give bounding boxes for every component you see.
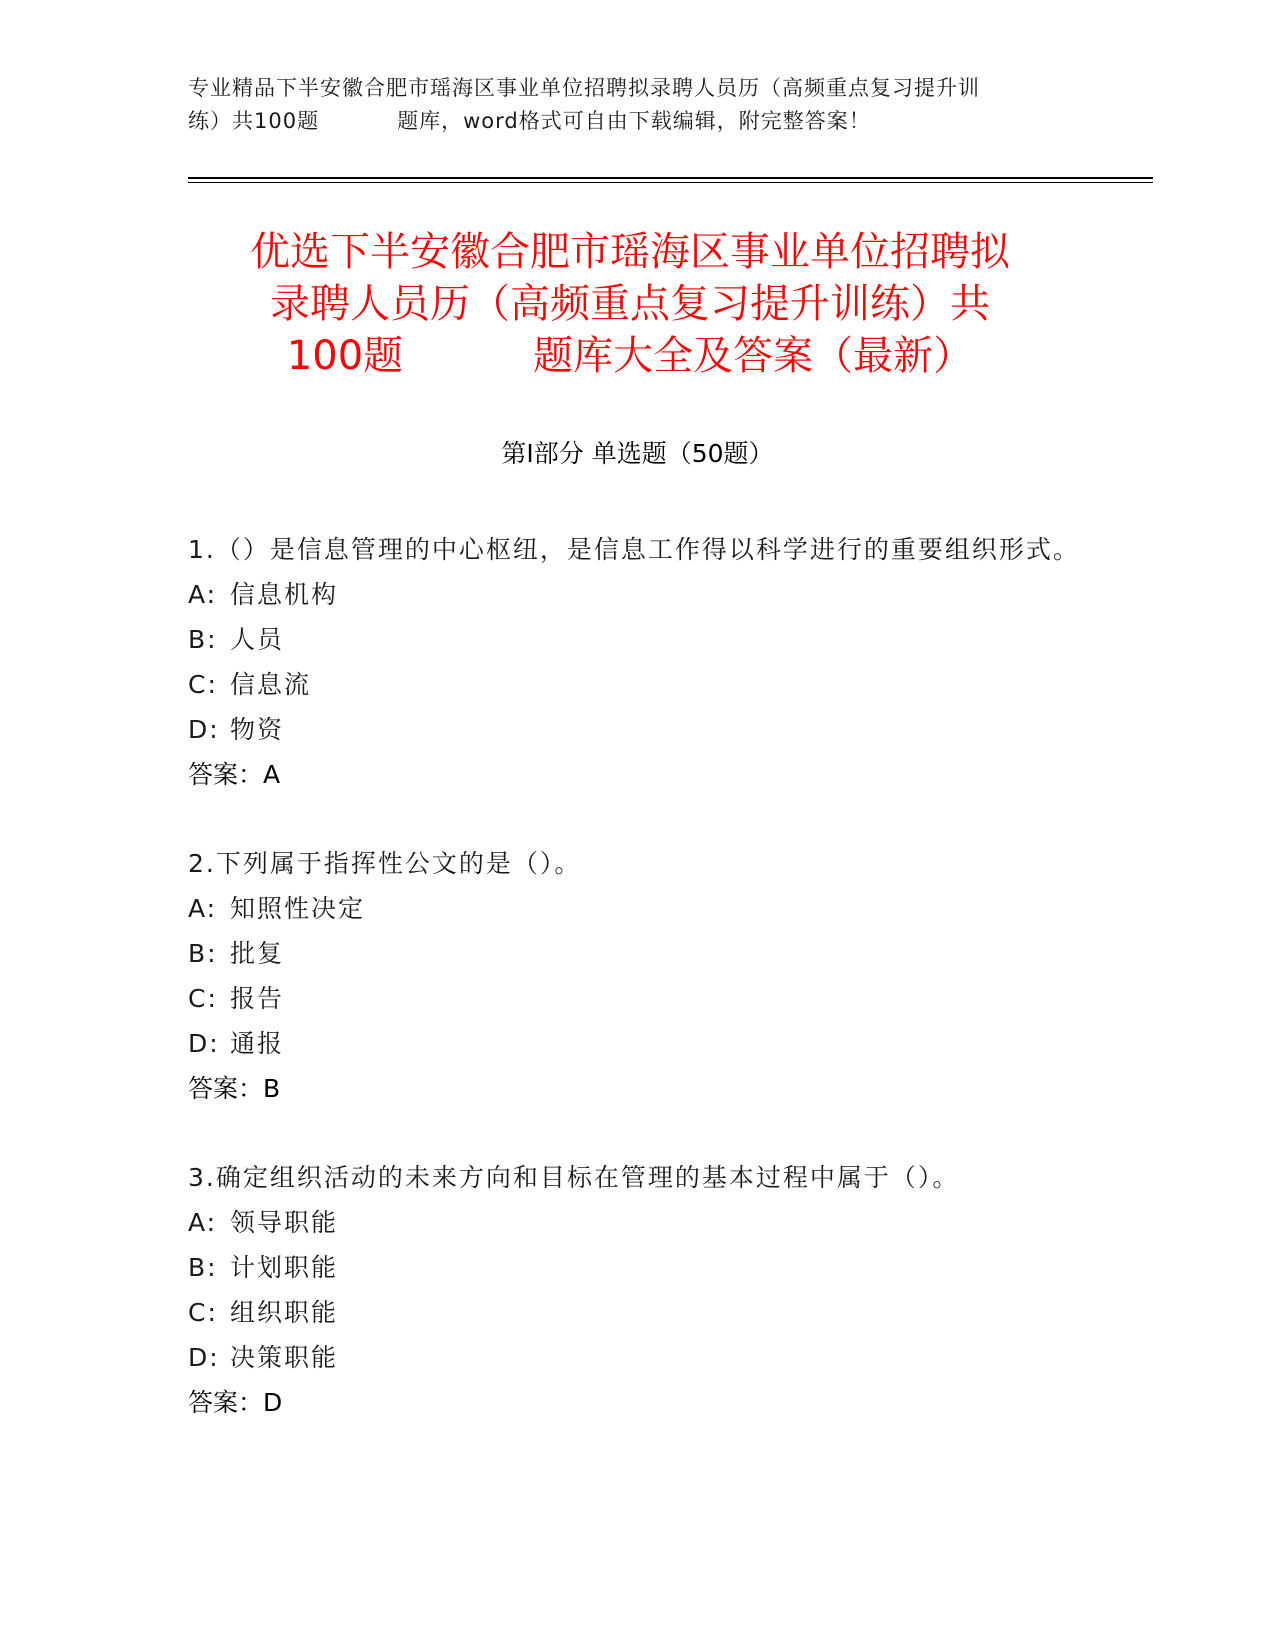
option-d [188, 707, 1088, 752]
option-b [188, 617, 1088, 662]
option-key: C: [188, 984, 218, 1013]
option-key: A: [188, 1208, 218, 1237]
option-c [188, 662, 1088, 707]
header-divider-thick [188, 177, 1153, 179]
option-key: C: [188, 1298, 218, 1327]
answer-line: 答案：D [188, 1388, 283, 1417]
option-key: D: [188, 715, 220, 744]
option-key: D: [188, 1029, 220, 1058]
option-d [188, 1021, 1088, 1066]
option-text: 计划职能 [230, 1253, 339, 1282]
option-a [188, 886, 1088, 931]
option-text: 信息流 [230, 670, 312, 699]
option-key: C: [188, 670, 218, 699]
option-text: 领导职能 [230, 1208, 339, 1237]
title-line-3 [150, 330, 1110, 382]
title-line-3-left: 100题 [286, 333, 404, 379]
question-3 [188, 1155, 1088, 1425]
option-text: 人员 [230, 625, 285, 654]
option-key: D: [188, 1343, 220, 1372]
document-title [150, 226, 1110, 382]
answer-line: 答案：B [188, 1074, 281, 1103]
title-line-3-right: 题库大全及答案（最新） [533, 333, 974, 379]
document-header [188, 72, 1088, 138]
title-line-1: 优选下半安徽合肥市瑶海区事业单位招聘拟 [250, 229, 1010, 275]
option-b [188, 1245, 1088, 1290]
header-line-2-left: 练）共100题 [188, 109, 320, 133]
option-a [188, 1200, 1088, 1245]
option-a [188, 572, 1088, 617]
option-key: B: [188, 625, 218, 654]
option-c [188, 1290, 1088, 1335]
option-text: 组织职能 [230, 1298, 339, 1327]
option-text: 信息机构 [230, 580, 339, 609]
header-line-2 [188, 105, 1088, 138]
question-stem: 2.下列属于指挥性公文的是（）。 [188, 849, 582, 878]
question-list [188, 527, 1088, 1469]
option-key: A: [188, 580, 218, 609]
answer-line: 答案：A [188, 760, 281, 789]
option-c [188, 976, 1088, 1021]
option-key: B: [188, 939, 218, 968]
option-key: A: [188, 894, 218, 923]
option-b [188, 931, 1088, 976]
header-line-2-right: 题库，word格式可自由下载编辑，附完整答案！ [397, 109, 871, 133]
question-stem: 1.（）是信息管理的中心枢纽，是信息工作得以科学进行的重要组织形式。 [188, 535, 1080, 564]
option-text: 报告 [230, 984, 285, 1013]
option-text: 批复 [230, 939, 285, 968]
option-text: 通报 [230, 1029, 285, 1058]
question-2 [188, 841, 1088, 1111]
question-stem: 3.确定组织活动的未来方向和目标在管理的基本过程中属于（）。 [188, 1163, 960, 1192]
header-divider-thin [188, 182, 1153, 183]
option-text: 物资 [230, 715, 285, 744]
option-text: 决策职能 [230, 1343, 339, 1372]
section-heading: 第Ⅰ部分 单选题（50题） [501, 439, 774, 468]
title-line-2: 录聘人员历（高频重点复习提升训练）共 [270, 281, 990, 327]
option-key: B: [188, 1253, 218, 1282]
option-text: 知照性决定 [230, 894, 366, 923]
option-d [188, 1335, 1088, 1380]
question-1 [188, 527, 1088, 797]
header-line-1: 专业精品下半安徽合肥市瑶海区事业单位招聘拟录聘人员历（高频重点复习提升训 [188, 76, 980, 100]
